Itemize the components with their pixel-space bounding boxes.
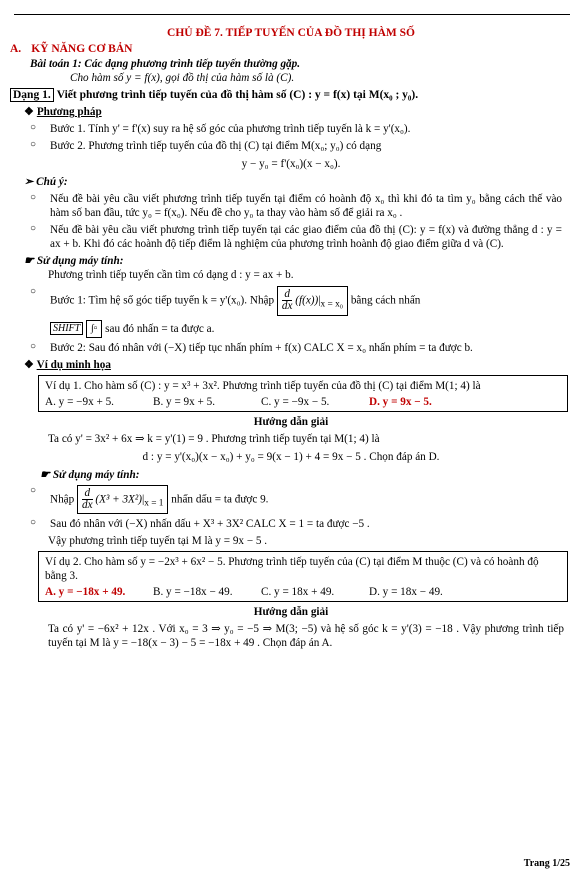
vi-du-heading: ❖ Ví dụ minh họa	[24, 359, 111, 372]
buoc1-item: ○ Bước 1. Tính y' = f'(x) suy ra hệ số góc của phương trình tiếp tuyến là k = y'(x₀).	[10, 122, 572, 136]
page-title: CHỦ ĐỀ 7. TIẾP TUYẾN CỦA ĐỒ THỊ HÀM SỐ	[167, 27, 415, 39]
example1-option-d: D. y = 9x − 5.	[369, 396, 432, 409]
dang-text: Viết phương trình tiếp tuyến của đồ thị hàm số (C) : y = f(x) tại M(x₀ ; y₀).	[56, 88, 419, 101]
example1-derivative-fraction-icon: $\frac{d}{dx}$	[82, 487, 93, 512]
mt-buoc1-text-b: bằng cách nhấn	[350, 294, 421, 307]
section-a-label: KỸ NĂNG CƠ BẢN	[31, 43, 133, 56]
chu-y-heading: ➣ Chú ý:	[24, 176, 68, 189]
chu-y-label: Chú ý:	[36, 176, 68, 189]
example1-mt-heading: ☛ Sử dụng máy tính:	[40, 469, 140, 482]
shift-key: SHIFT	[50, 322, 83, 335]
dang-label: Dạng 1.	[10, 88, 54, 102]
top-rule	[14, 14, 570, 15]
integral-key-icon: ∫▫	[86, 320, 102, 339]
example1-derivative-box: $\frac{d}{dx}$ $(X^3 + 3X^2)|_{x = 1}$	[77, 485, 168, 514]
example1-box	[38, 375, 568, 412]
example2-option-a: A. y = −18x + 49.	[45, 586, 126, 599]
example1-solution-heading: Hướng dẫn giải	[253, 416, 329, 429]
example2-option-d: D. y = 18x − 49.	[369, 586, 443, 599]
may-tinh-label: Sử dụng máy tính:	[36, 255, 124, 268]
section-a-heading	[10, 42, 572, 56]
example1-option-a: A. y = −9x + 5.	[45, 396, 114, 409]
buoc2-formula: y − y₀ = f'(x₀)(x − x₀).	[241, 158, 341, 171]
example1-option-c: C. y = −9x − 5.	[261, 396, 330, 409]
example2-question: Ví dụ 2. Cho hàm số y = −2x³ + 6x² − 5. Phương trình tiếp tuyến của (C) tại điểm M thuộc (C) và có hoành độ bằng 3.	[45, 556, 539, 583]
example2-option-c: C. y = 18x + 49.	[261, 586, 335, 599]
derivative-fraction-icon: $\frac{d}{dx}$	[281, 288, 293, 313]
mt-buoc1-item	[10, 286, 572, 338]
bai-toan-subtitle: Cho hàm số y = f(x), gọi đồ thị của hàm số là (C).	[70, 71, 295, 84]
example1-summary: Vậy phương trình tiếp tuyến tại M là y = 9x − 5 .	[48, 535, 268, 548]
phuong-phap-label: Phương pháp	[36, 106, 102, 119]
example1-mt-label: Sử dụng máy tính:	[52, 469, 140, 482]
phuong-phap-heading: ❖ Phương pháp	[24, 106, 102, 119]
example2-box	[38, 551, 568, 602]
may-tinh-line: Phương trình tiếp tuyến cần tìm có dạng d : y = ax + b.	[48, 269, 294, 282]
example1-mt-step1-result: nhấn dấu = ta được 9.	[171, 493, 269, 506]
may-tinh-heading: ☛ Sử dụng máy tính:	[24, 255, 124, 268]
example1-mt-step1-text: Nhập	[50, 493, 75, 506]
section-a-letter: A.	[10, 43, 22, 56]
example1-option-b: B. y = 9x + 5.	[153, 396, 216, 409]
vi-du-label: Ví dụ minh họa	[36, 359, 111, 372]
example1-mt-step1	[10, 485, 572, 514]
example1-solution-line1: Ta có y' = 3x² + 6x ⇒ k = y'(1) = 9 . Phương trình tiếp tuyến tại M(1; 4) là	[48, 433, 380, 446]
note2-item: ○ Nếu đề bài yêu cầu viết phương trình tiếp tuyến tại các giao điểm của đồ thị (C): y = f(x) và đường thẳng d : y = ax + b. Khi đó các hoành độ tiếp điểm là nghiệm của phương trình hoành độ giao điểm giữa d và (C).	[10, 223, 572, 251]
example1-options	[45, 395, 562, 409]
example1-question: Ví dụ 1. Cho hàm số (C) : y = x³ + 3x². Phương trình tiếp tuyến của đồ thị (C) tại điểm M(1; 4) là	[45, 380, 481, 393]
page-number: Trang 1/25	[523, 857, 570, 869]
example2-solution: Ta có y' = −6x² + 12x . Với x₀ = 3 ⇒ y₀ = −5 ⇒ M(3; −5) và hệ số góc k = y'(3) = −18 . Vậy phương trình tiếp tuyến tại M là y = −18(x − 3) − 5 = −18x + 49 . Chọn đáp án A.	[48, 623, 564, 650]
example2-solution-heading: Hướng dẫn giải	[253, 606, 329, 619]
mt-buoc2-item: ○ Bước 2: Sau đó nhân với (−X) tiếp tục nhấn phím + f(x) CALC X = x₀ nhấn phím = ta được b.	[10, 341, 572, 355]
example2-options	[45, 585, 562, 599]
example1-solution-line2: d : y = y'(x₀)(x − x₀) + y₀ = 9(x − 1) + 4 = 9x − 5 . Chọn đáp án D.	[142, 451, 440, 464]
example2-option-b: B. y = −18x − 49.	[153, 586, 233, 599]
note1-item: ○ Nếu đề bài yêu cầu viết phương trình tiếp tuyến tại điểm có hoành độ x₀ thì khi đó ta tìm y₀ bằng cách thế vào hàm số ban đầu, tức y₀ = f(x₀). Nếu đề cho y₀ ta thay vào hàm số để giải ra x₀ .	[10, 192, 572, 220]
derivative-input-box: $\frac{d}{dx}$ $(f(x))|_{x = x_0}$	[277, 286, 348, 315]
mt-buoc1-text-c: sau đó nhấn = ta được a.	[105, 322, 215, 335]
dang-heading	[10, 88, 572, 102]
bai-toan-heading: Bài toán 1: Các dạng phương trình tiếp tuyến thường gặp.	[30, 57, 301, 70]
buoc2-item: ○ Bước 2. Phương trình tiếp tuyến của đồ thị (C) tại điểm M(x₀; y₀) có dạng	[10, 139, 572, 153]
mt-buoc1-text-a: Bước 1: Tìm hệ số góc tiếp tuyến k = y'(x₀). Nhập	[50, 294, 275, 307]
document-page	[10, 26, 572, 650]
example1-mt-step2: ○ Sau đó nhân với (−X) nhấn dấu + X³ + 3X² CALC X = 1 = ta được −5 .	[10, 517, 572, 531]
